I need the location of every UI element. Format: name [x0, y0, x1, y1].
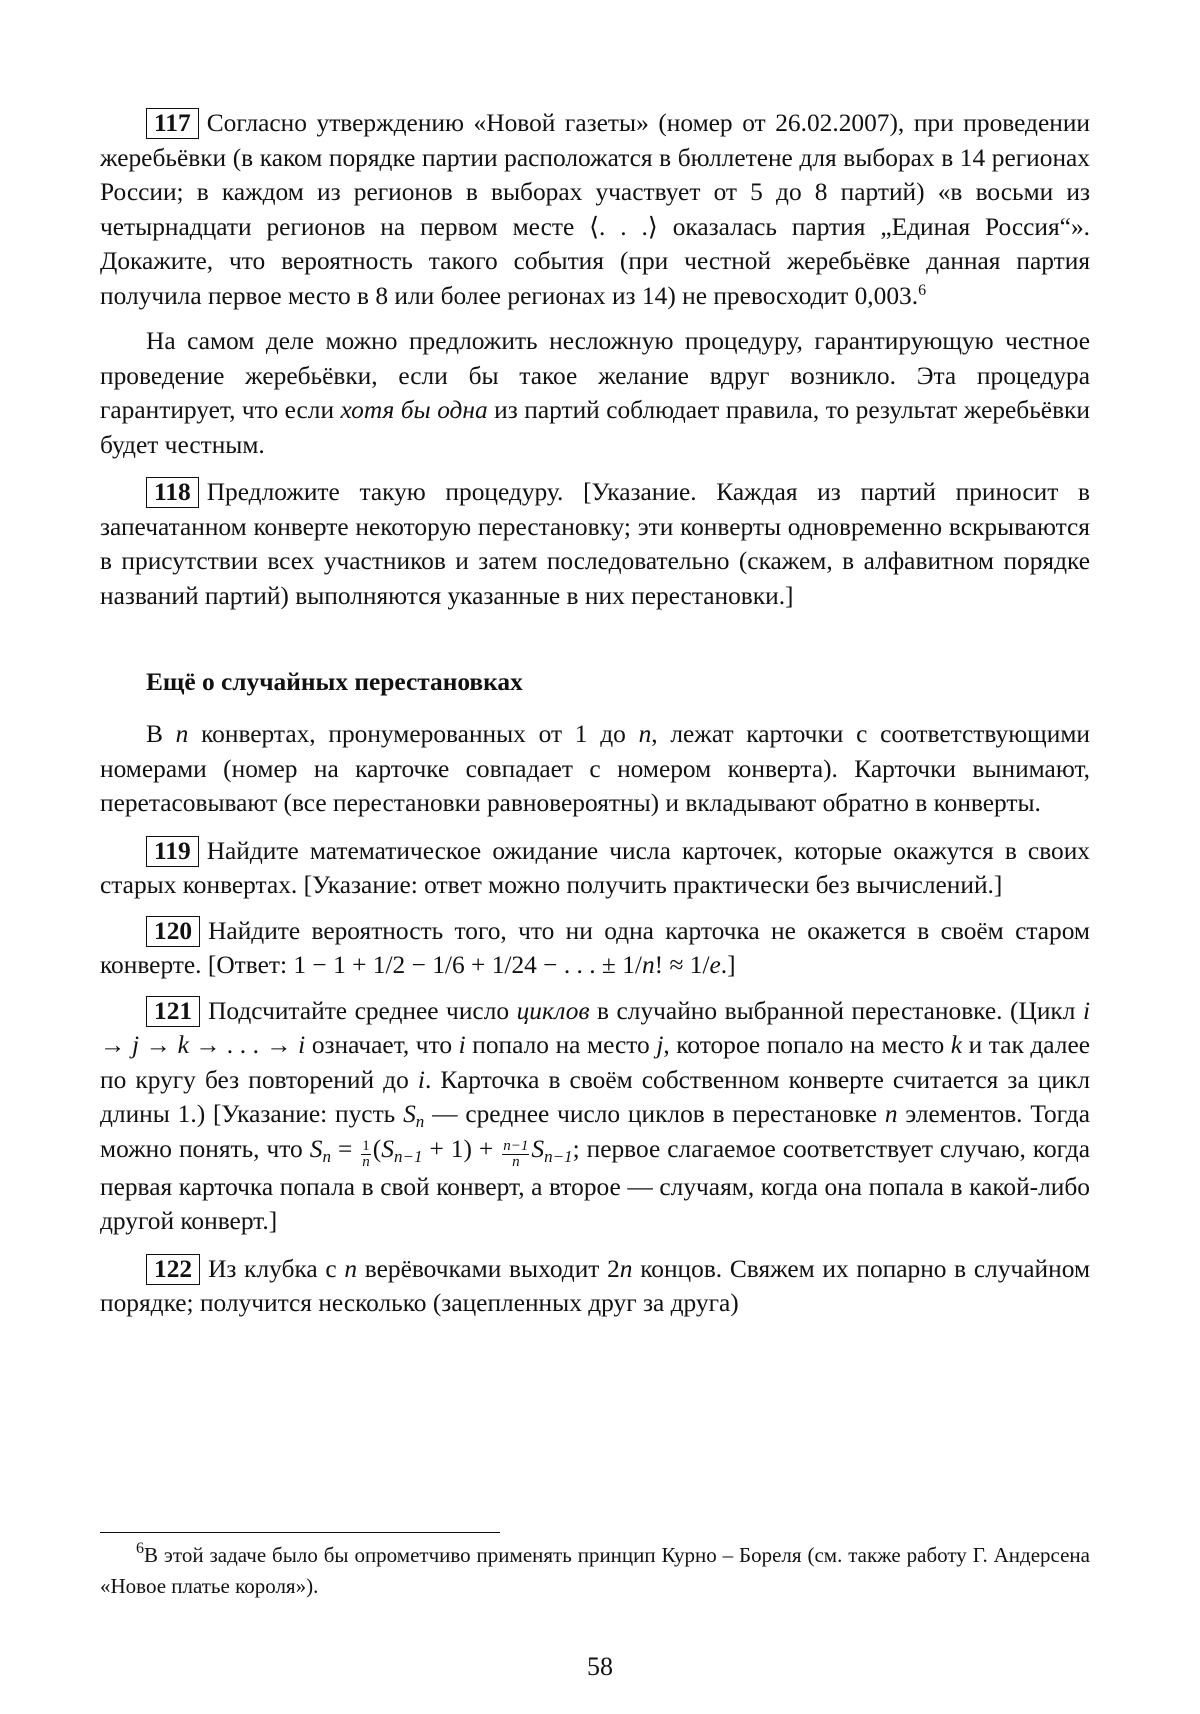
intro-var-n-2: n	[638, 720, 652, 748]
page-number: 58	[587, 1652, 613, 1681]
problem-121-var-n: n	[884, 1100, 898, 1128]
formula-s-3: S	[531, 1134, 545, 1163]
problem-122-text-2: верёвочками выходит 2	[357, 1254, 620, 1283]
fraction-1-denominator: n	[362, 1153, 370, 1170]
problem-121-var-i: i	[458, 1031, 466, 1059]
problem-121-text-6: и так далее по кругу без повторений до	[100, 1031, 1090, 1094]
paragraph-procedure-text-a: На самом деле можно предложить несложную процедуру, гарантирующую честное проведение жеребьёвки, если бы такое желание вдруг возникло. Эта процедура гарантирует, что если	[100, 327, 1090, 424]
formula-sub-n: n	[322, 1146, 331, 1166]
problem-number-117: 117	[146, 108, 199, 139]
problem-number-122: 122	[146, 1254, 200, 1285]
footnote-divider	[100, 1532, 500, 1533]
problem-122	[100, 1252, 1090, 1321]
problem-121-text-9: элементов. Тогда можно понять, что	[100, 1100, 1090, 1163]
problem-120-text-c: .]	[720, 951, 736, 979]
fraction-1-numerator: 1	[362, 1137, 370, 1154]
problem-121	[100, 994, 1090, 1239]
problem-122-var-n-2: n	[619, 1254, 633, 1283]
problem-118-text: Предложите такую процедуру. [Указание. Каждая из партий приносит в запечатанном конверте некоторую перестановку; эти конверты одновременно вскрываются в присутствии всех участников и затем последовательно (скажем, в алфавитном порядке названий партий) выполняются указанные в них перестановки.]	[100, 478, 1090, 610]
problem-117-text: Согласно утверждению «Новой газеты» (номер от 26.02.2007), при проведении жеребьёвки (в каком порядке партии расположатся в бюллетене для выборах в 14 регионах России; в каждом из регионов в выборах участвует от 5 до 8 партий) «в восьми из четырнадцати регионов на первом месте ⟨. . .⟩ оказалась партия „Единая Россия“». Докажите, что вероятность такого события (при честной жеребьёвке данная партия получила первое место в 8 или более регионах из 14) не превосходит 0,003.	[100, 109, 1090, 310]
problem-120-text-a: Найдите вероятность того, что ни одна карточка не окажется в своём старом конверте. [Ответ: 1 − 1 + 1/2 − 1/6 + 1/24 − . . . ± 1/	[100, 916, 1090, 979]
problem-118	[100, 475, 1090, 613]
problem-120-text-b: ! ≈ 1/	[654, 951, 710, 979]
problem-121-var-j: j	[656, 1031, 664, 1059]
problem-119	[100, 834, 1090, 903]
paragraph-procedure-emphasis: хотя бы одна	[340, 396, 488, 424]
problem-121-sub-n: n	[415, 1112, 425, 1131]
problem-122-text-1: Из клубка с	[208, 1254, 345, 1283]
problem-121-emphasis: циклов	[516, 996, 590, 1025]
intro-var-n: n	[175, 720, 189, 748]
paragraph-procedure	[100, 324, 1090, 462]
problem-121-var-k: k	[950, 1031, 963, 1059]
formula-fraction-2	[502, 1139, 529, 1170]
formula-sub-n-minus-1: n−1	[393, 1146, 423, 1166]
formula-s: S	[309, 1134, 323, 1163]
formula-fraction-1	[361, 1139, 371, 1170]
footnote-line	[100, 1540, 1090, 1602]
footnote-ref-6[interactable]: 6	[918, 281, 927, 299]
problem-121-text-7: . Карточка в своём собственном конверте считается за цикл длины 1.) [Указание: пусть	[100, 1065, 1091, 1128]
problem-121-text-2: в случайно выбранной перестановке. (Цикл	[589, 996, 1083, 1025]
footnote	[100, 1540, 1090, 1602]
problem-120-var-n: n	[641, 951, 655, 979]
footnote-mark: 6	[136, 1540, 144, 1557]
problem-121-text-8: — среднее число циклов в перестановке	[424, 1100, 885, 1128]
problem-122-var-n: n	[344, 1254, 358, 1283]
problem-117	[100, 106, 1090, 313]
problem-121-text-5: , которое попало на место	[663, 1031, 951, 1059]
problem-120	[100, 914, 1090, 983]
problem-121-var-s: S	[403, 1100, 416, 1128]
problem-121-formula	[309, 1134, 573, 1170]
formula-equals: =	[330, 1134, 360, 1163]
intro-text-2: конвертах, пронумерованных от 1 до	[188, 720, 639, 748]
formula-s-2: S	[381, 1134, 394, 1163]
section-title: Ещё о случайных перестановках	[146, 668, 523, 696]
problem-number-118: 118	[146, 477, 199, 508]
formula-plus-one: + 1) +	[422, 1134, 501, 1163]
fraction-2-numerator: n−1	[503, 1137, 529, 1154]
section-intro	[100, 717, 1090, 821]
page-body	[100, 106, 1090, 1321]
problem-121-cycle-chain: i → j → k → . . . → i	[100, 996, 1091, 1059]
problem-121-text-3: означает, что	[305, 1031, 459, 1059]
problem-121-var-i-2: i	[417, 1065, 425, 1094]
intro-text-3: , лежат карточки с соответствующими номерами (номер на карточке совпадает с номером конверта). Карточки вынимают, перетасовывают (все перестановки равновероятны) и вкладывают обратно в конверты.	[100, 720, 1090, 817]
problem-121-text-4: попало на место	[465, 1031, 657, 1059]
problem-121-text-1: Подсчитайте среднее число	[208, 996, 517, 1025]
formula-sub-n-minus-1-b: n−1	[544, 1146, 573, 1166]
problem-number-121: 121	[146, 996, 200, 1027]
fraction-2-denominator: n	[512, 1153, 520, 1170]
problem-121-text-10: ; первое слагаемое соответствует случаю, когда первая карточка попала в свой конверт, а второе — случаям, когда она попала в какой-либо другой конверт.]	[100, 1134, 1090, 1235]
paragraph-procedure-text-b: из партий соблюдает правила, то результат жеребьёвки будет честным.	[100, 396, 1090, 459]
problem-119-text: Найдите математическое ожидание числа карточек, которые окажутся в своих старых конвертах. [Указание: ответ можно получить практически без вычислений.]	[100, 836, 1090, 899]
intro-text-1: В	[146, 720, 176, 748]
footnote-text: В этой задаче было бы опрометчиво применять принцип Курно – Бореля (см. также работу Г. Андерсена «Новое платье короля»).	[100, 1543, 1090, 1598]
formula-open-paren: (	[372, 1134, 382, 1163]
problem-120-var-e: e	[709, 951, 721, 979]
problem-122-text-3: концов. Свяжем их попарно в случайном порядке; получится несколько (зацепленных друг за друга)	[100, 1254, 1091, 1317]
problem-number-120: 120	[146, 916, 200, 947]
problem-number-119: 119	[146, 836, 199, 867]
